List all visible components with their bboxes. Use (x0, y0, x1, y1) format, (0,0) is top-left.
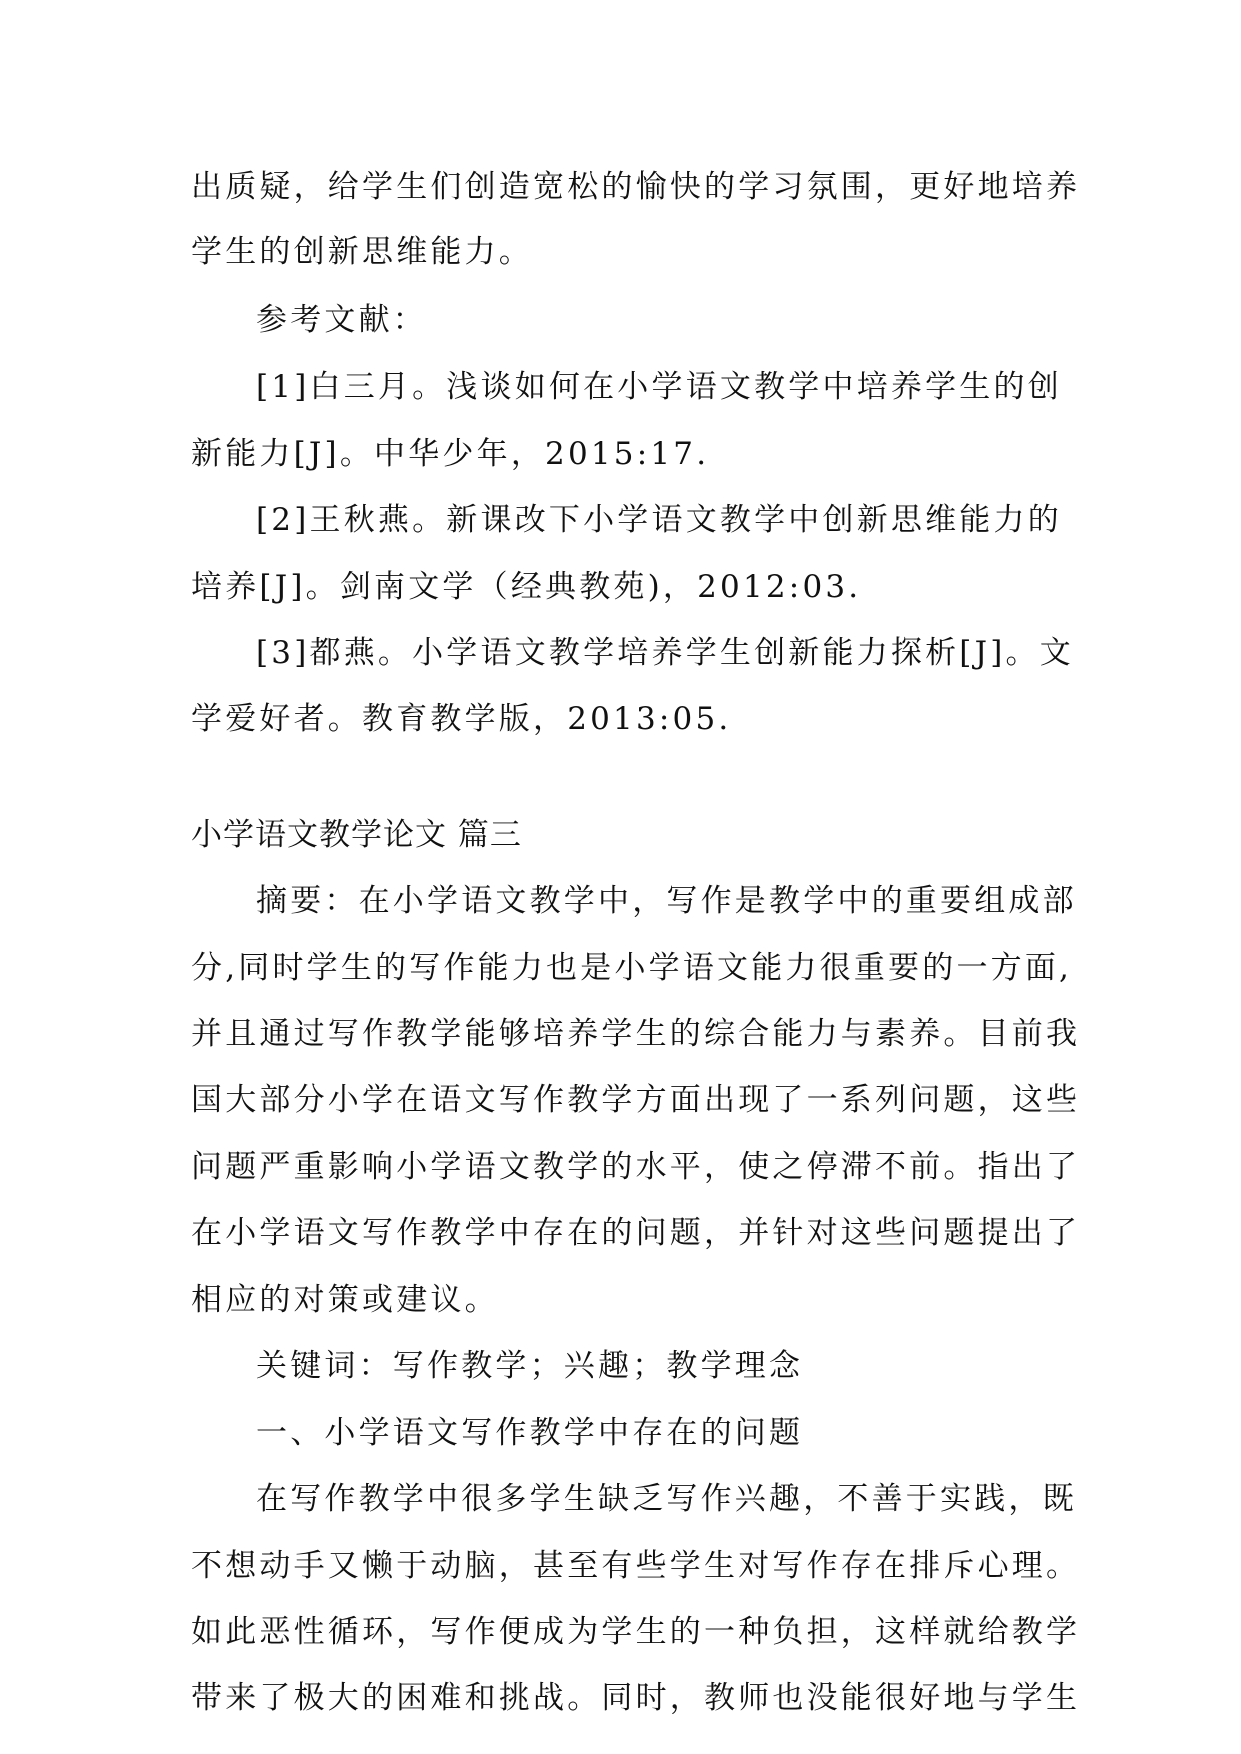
reference-item: [3]都燕。小学语文教学培养学生创新能力探析[J]。文 (256, 635, 1074, 671)
reference-item: [2]王秋燕。新课改下小学语文教学中创新思维能力的 (256, 502, 1062, 538)
abstract-line: 并且通过写作教学能够培养学生的综合能力与素养。目前我 (191, 1016, 1081, 1052)
abstract-line: 国大部分小学在语文写作教学方面出现了一系列问题，这些 (191, 1082, 1081, 1118)
reference-item: [1]白三月。浅谈如何在小学语文教学中培养学生的创 (256, 369, 1062, 405)
reference-item: 学爱好者。教育教学版，2013:05. (191, 701, 732, 737)
abstract-line: 问题严重影响小学语文教学的水平，使之停滞不前。指出了 (191, 1149, 1081, 1185)
abstract-line: 分,同时学生的写作能力也是小学语文能力很重要的一方面, (191, 950, 1073, 986)
section-title: 小学语文教学论文 篇三 (191, 817, 522, 853)
references-heading: 参考文献： (256, 302, 427, 338)
body-line: 不想动手又懒于动脑，甚至有些学生对写作存在排斥心理。 (191, 1548, 1081, 1584)
body-line: 如此恶性循环，写作便成为学生的一种负担，这样就给教学 (191, 1614, 1081, 1650)
body-line: 带来了极大的困难和挑战。同时，教师也没能很好地与学生 (191, 1680, 1081, 1716)
reference-item: 新能力[J]。中华少年，2015:17. (191, 436, 710, 472)
intro-line: 学生的创新思维能力。 (191, 234, 533, 270)
abstract-line: 相应的对策或建议。 (191, 1282, 499, 1318)
keywords: 关键词：写作教学；兴趣；教学理念 (256, 1348, 804, 1384)
section-heading: 一、小学语文写作教学中存在的问题 (256, 1415, 804, 1451)
abstract-line: 在小学语文写作教学中存在的问题，并针对这些问题提出了 (191, 1215, 1081, 1251)
abstract-line: 摘要：在小学语文教学中，写作是教学中的重要组成部 (256, 883, 1077, 919)
body-line: 在写作教学中很多学生缺乏写作兴趣，不善于实践，既 (256, 1481, 1077, 1517)
reference-item: 培养[J]。剑南文学（经典教苑)，2012:03. (191, 569, 862, 605)
intro-line: 出质疑，给学生们创造宽松的愉快的学习氛围，更好地培养 (191, 169, 1081, 205)
